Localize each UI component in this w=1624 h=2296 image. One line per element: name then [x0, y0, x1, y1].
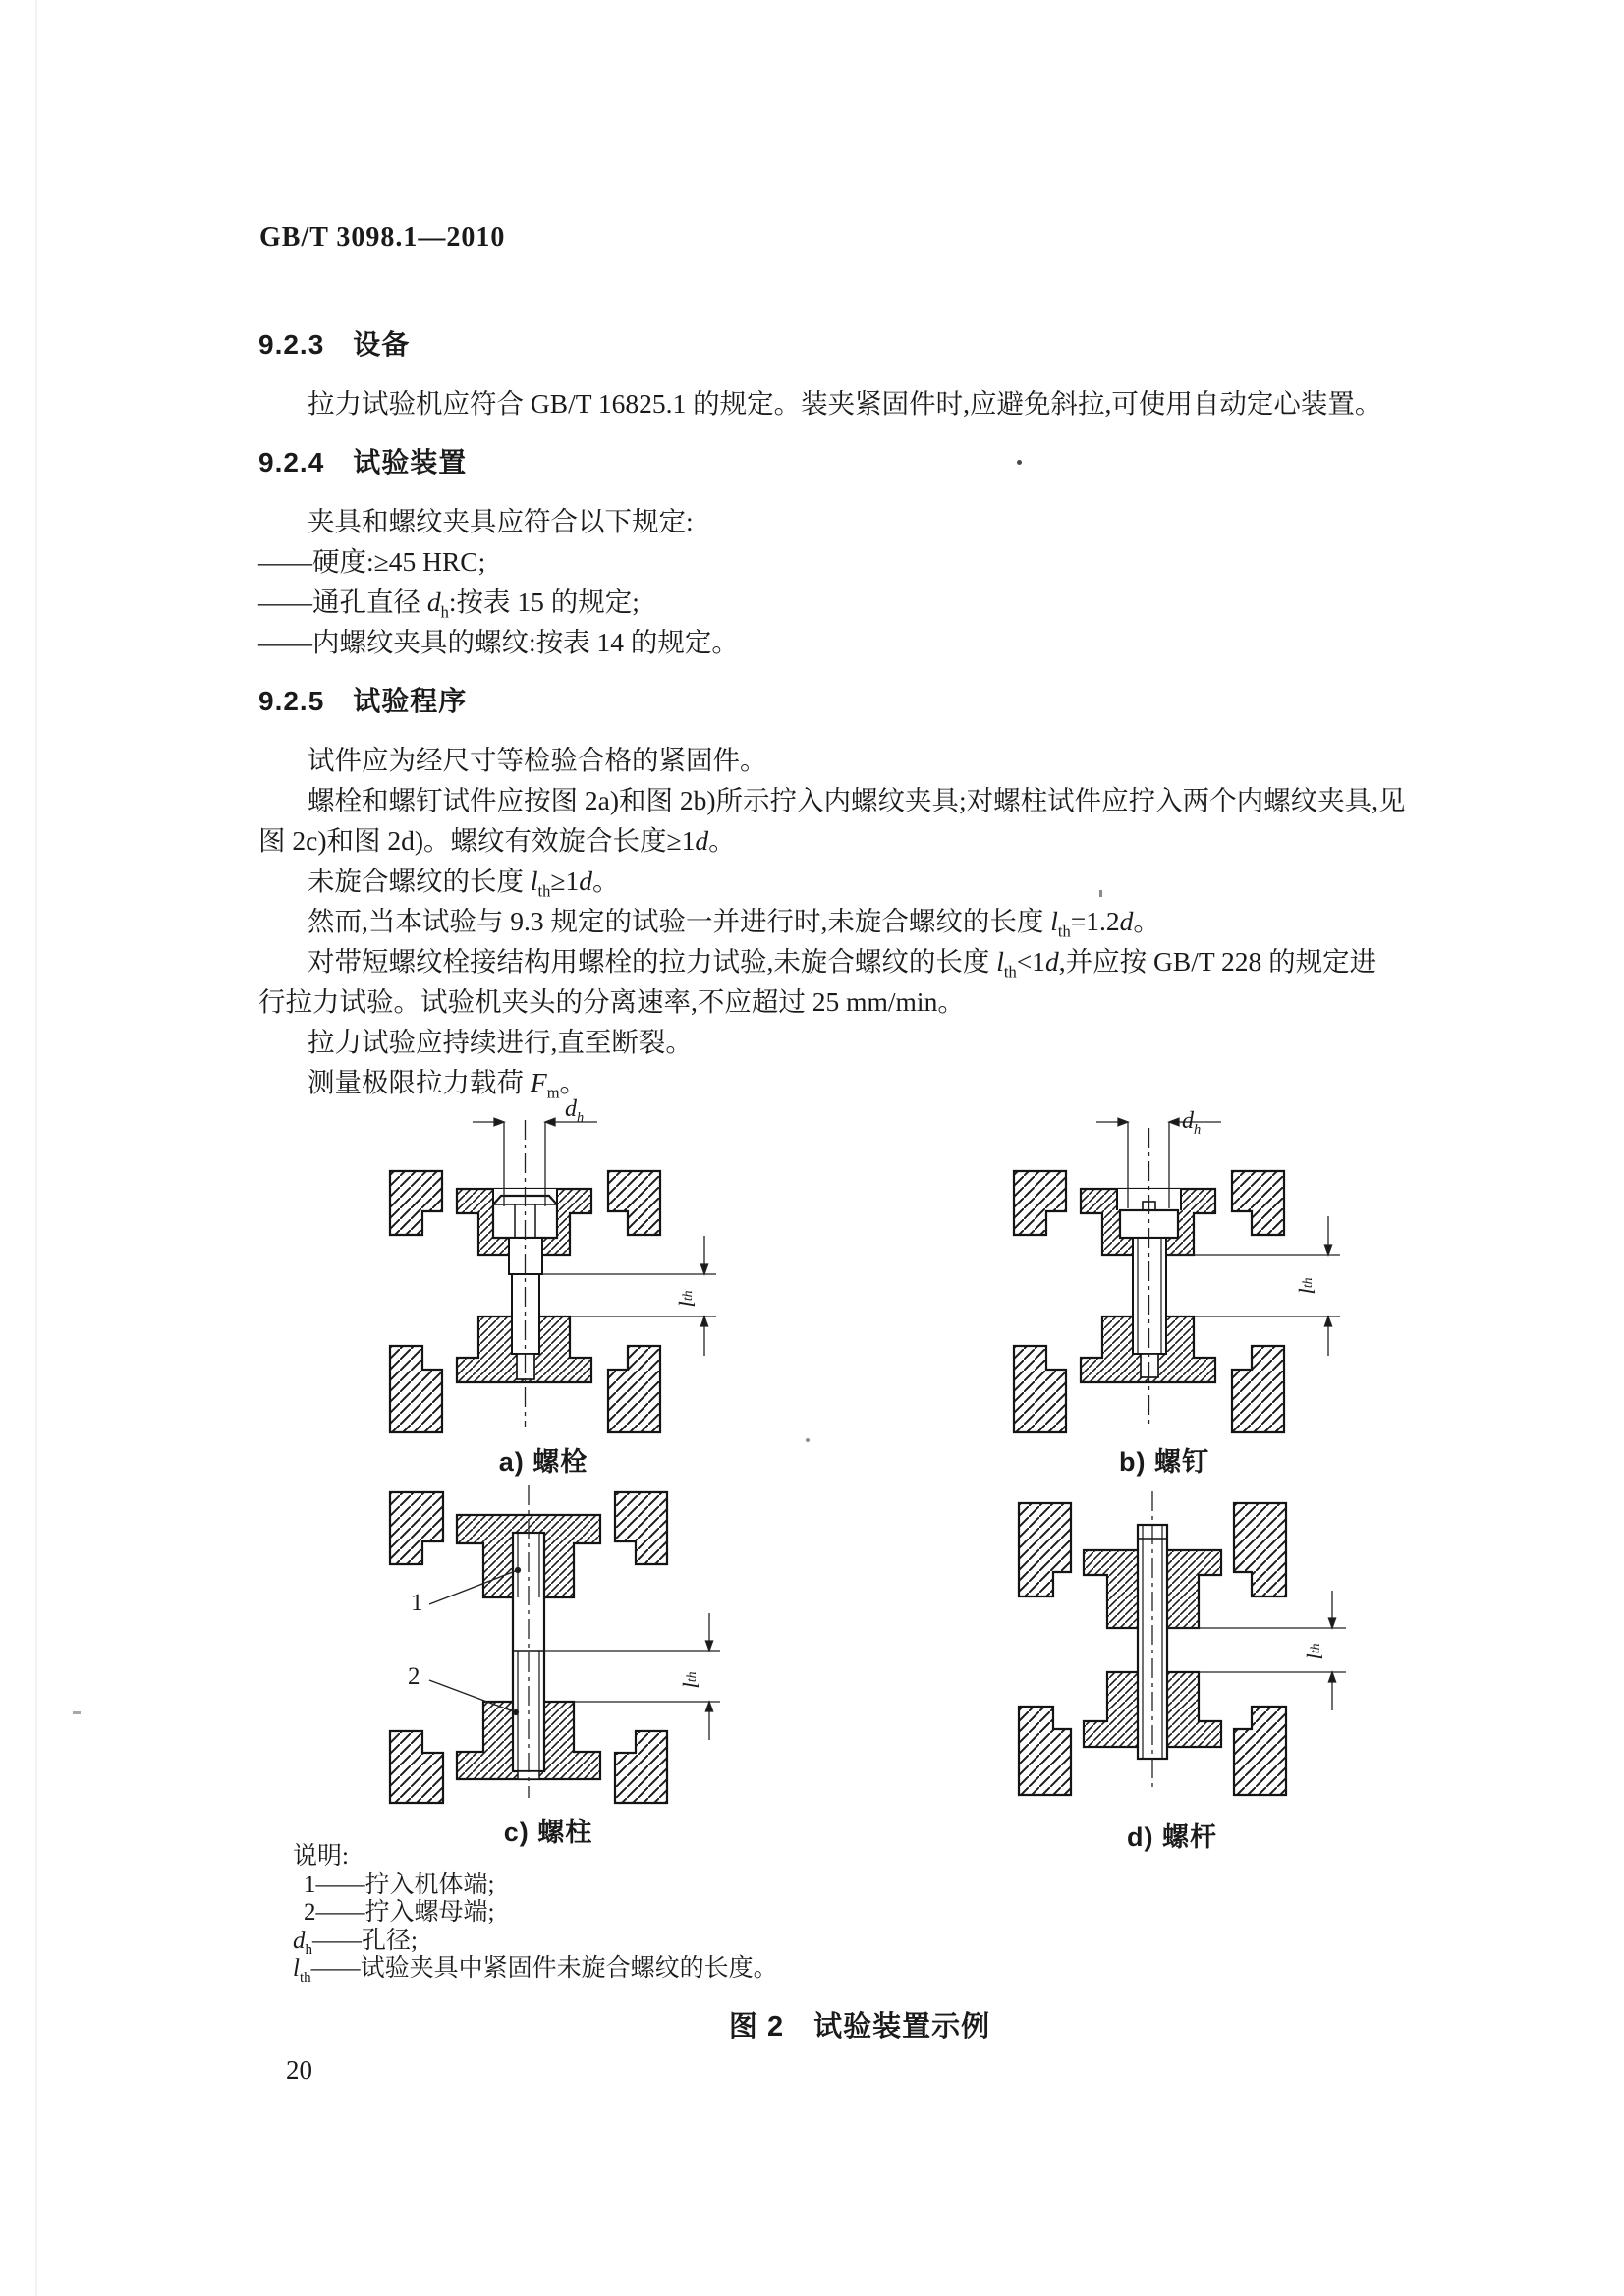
list-item-internal-thread: ——内螺纹夹具的螺纹:按表 14 的规定。 — [258, 627, 739, 657]
bolt-fixture-drawing — [378, 1100, 722, 1439]
subfigure-caption-rod: d) 螺杆 — [1127, 1822, 1217, 1852]
scan-artifact-dot — [73, 1711, 81, 1714]
legend-item: 2——拧入螺母端; — [304, 1899, 495, 1926]
paragraph: 夹具和螺纹夹具应符合以下规定: — [308, 506, 694, 536]
legend-item: $d_h——$孔径; — [293, 1927, 418, 1958]
section-heading-9-2-4: 9.2.4 试验装置 — [258, 447, 468, 477]
subfigure-stud — [378, 1474, 727, 1818]
scan-artifact-dot — [1017, 460, 1022, 465]
section-heading-9-2-3: 9.2.3 设备 — [258, 329, 411, 360]
paragraph: 测量极限拉力载荷 $F_m$。 — [308, 1067, 588, 1102]
paragraph-continuation: 图 2c)和图 2d)。螺纹有效旋合长度≥1d。 — [258, 825, 736, 856]
paragraph-continuation: 行拉力试验。试验机夹头的分离速率,不应超过 25 mm/min。 — [258, 986, 965, 1017]
stud-fixture-drawing — [378, 1474, 727, 1818]
dimension-label-dh: $d_h$ — [1182, 1108, 1202, 1138]
legend-item: $l_{th}——$试验夹具中紧固件未旋合螺纹的长度。 — [293, 1955, 778, 1986]
paragraph: 试件应为经尺寸等检验合格的紧固件。 — [308, 745, 767, 775]
standard-code: GB/T 3098.1—2010 — [259, 222, 506, 252]
callout-1-machine-end: 1 — [411, 1590, 423, 1616]
subfigure-bolt — [378, 1096, 722, 1439]
paragraph: 拉力试验机应符合 GB/T 16825.1 的规定。装夹紧固件时,应避免斜拉,可使用自动定心装置。 — [308, 388, 1382, 419]
legend-item: 1——拧入机体端; — [304, 1871, 495, 1898]
list-item-hole-diameter: ——通孔直径 $d_h$:按表 15 的规定; — [258, 587, 640, 622]
dimension-label-dh: $d_h$ — [565, 1096, 585, 1126]
paragraph: 然而,当本试验与 9.3 规定的试验一并进行时,未旋合螺纹的长度 $l_{th}=1.2d$。 — [308, 906, 1160, 941]
subfigure-threaded-rod — [1007, 1474, 1351, 1813]
subfigure-caption-screw: b) 螺钉 — [1119, 1447, 1209, 1477]
scan-artifact-dot — [1099, 890, 1102, 897]
dimension-label-lth: l th — [675, 1290, 700, 1308]
paragraph: 对带短螺纹栓接结构用螺栓的拉力试验,未旋合螺纹的长度 $l_{th}<1d$,并应按 GB/T 228 的规定进 — [308, 946, 1377, 981]
paragraph: 螺栓和螺钉试件应按图 2a)和图 2b)所示拧入内螺纹夹具;对螺柱试件应拧入两个内螺纹夹具,见 — [308, 785, 1406, 815]
dimension-label-lth: l th — [1303, 1643, 1327, 1660]
figure-caption: 图 2 试验装置示例 — [728, 2011, 991, 2043]
body-text — [258, 324, 1428, 1102]
legend-title: 说明: — [293, 1843, 349, 1870]
page-number: 20 — [286, 2055, 312, 2085]
subfigure-caption-stud: c) 螺柱 — [503, 1818, 593, 1847]
scan-edge-artifact — [35, 0, 37, 2296]
figure-legend — [293, 1843, 778, 1984]
subfigure-caption-bolt: a) 螺栓 — [498, 1447, 588, 1477]
subfigure-screw — [1002, 1100, 1346, 1439]
callout-2-nut-end: 2 — [408, 1663, 420, 1690]
rod-fixture-drawing — [1007, 1474, 1351, 1813]
paragraph: 未旋合螺纹的长度 $l_{th}\ge 1d$。 — [308, 866, 620, 901]
dimension-label-lth: l th — [679, 1671, 703, 1689]
paragraph: 拉力试验应持续进行,直至断裂。 — [308, 1027, 693, 1057]
section-heading-9-2-5: 9.2.5 试验程序 — [258, 686, 468, 716]
scan-artifact-dot — [806, 1438, 810, 1442]
dimension-label-lth: l th — [1295, 1277, 1319, 1295]
list-item-hardness: ——硬度:≥45 HRC; — [258, 546, 486, 577]
